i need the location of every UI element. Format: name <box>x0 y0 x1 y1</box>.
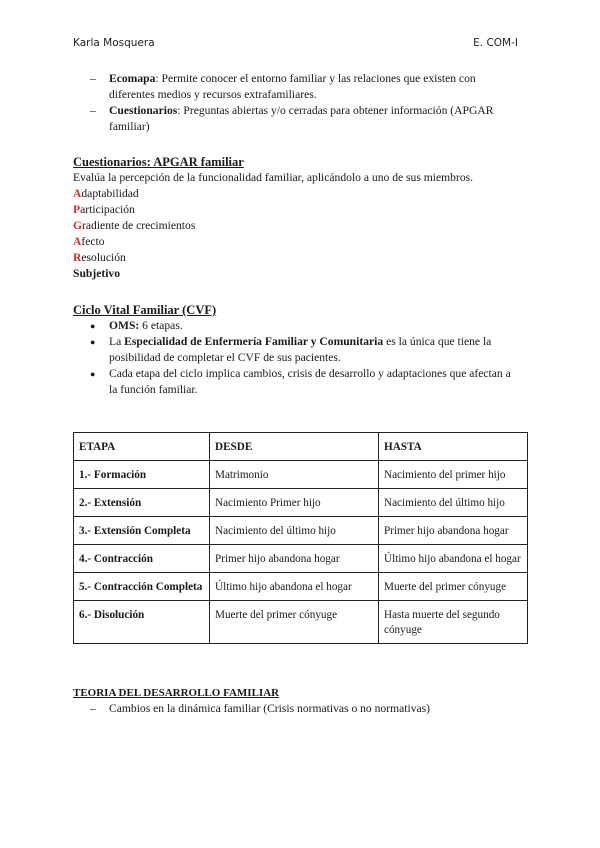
table-header: ETAPA <box>74 433 210 461</box>
table-cell: 2.- Extensión <box>74 489 210 517</box>
apgar-item: Participación <box>73 203 135 216</box>
table-row <box>74 573 528 601</box>
table-cell: Nacimiento del primer hijo <box>379 461 528 489</box>
cvf-heading: Ciclo Vital Familiar (CVF) <box>73 303 217 317</box>
header-course: E. COM-I <box>473 37 518 49</box>
cvf-table <box>73 432 528 644</box>
header-author: Karla Mosquera <box>73 37 155 49</box>
table-cell: Primer hijo abandona hogar <box>379 517 528 545</box>
apgar-item: Resolución <box>73 251 126 264</box>
table-cell: Nacimiento del último hijo <box>210 517 379 545</box>
table-header-row <box>74 433 528 461</box>
list-item <box>73 103 520 135</box>
table-cell: 1.- Formación <box>74 461 210 489</box>
apgar-intro: Evalúa la percepción de la funcionalidad familiar, aplicándolo a uno de sus miembros. <box>73 171 474 184</box>
dash-marker: – <box>90 72 96 85</box>
list-item-text: Cambios en la dinámica familiar (Crisis normativas o no normativas) <box>109 702 431 715</box>
dash-marker: – <box>90 104 96 117</box>
teoria-section <box>73 685 520 717</box>
table-cell: 3.- Extensión Completa <box>74 517 210 545</box>
table-cell: Primer hijo abandona hogar <box>210 545 379 573</box>
table-cell: 5.- Contracción Completa <box>74 573 210 601</box>
table-row <box>74 517 528 545</box>
table-row <box>74 461 528 489</box>
table-row <box>74 545 528 573</box>
list-item <box>73 701 520 717</box>
bullet-marker: ● <box>90 321 96 331</box>
apgar-heading: Cuestionarios: APGAR familiar <box>73 155 244 169</box>
table-cell: 6.- Disolución <box>74 601 210 644</box>
apgar-subjetivo: Subjetivo <box>73 267 121 280</box>
list-item: ● La Especialidad de Enfermería Familiar y Comunitaria es la única que tiene la posibilidad de completar el CVF de sus pacientes. <box>90 335 492 364</box>
table-cell: Matrimonio <box>210 461 379 489</box>
table-cell: 4.- Contracción <box>74 545 210 573</box>
list-item: ● Cada etapa del ciclo implica cambios, crisis de desarrollo y adaptaciones que afectan a la función familiar. <box>90 367 511 396</box>
apgar-item: Afecto <box>73 235 105 248</box>
list-item <box>73 71 520 103</box>
table-header: HASTA <box>379 433 528 461</box>
table-cell: Nacimiento del último hijo <box>379 489 528 517</box>
table-header: DESDE <box>210 433 379 461</box>
table-row <box>74 489 528 517</box>
cvf-section <box>73 302 520 398</box>
apgar-section <box>73 154 520 282</box>
teoria-heading: TEORIA DEL DESARROLLO FAMILIAR <box>73 687 280 699</box>
list-item: ● OMS: 6 etapas. <box>90 319 183 332</box>
list-item-term: Ecomapa <box>109 72 156 85</box>
table-row <box>74 601 528 644</box>
table-cell: Hasta muerte del segundo cónyuge <box>379 601 528 644</box>
apgar-item: Gradiente de crecimientos <box>73 219 196 232</box>
list-item-text: : Preguntas abiertas y/o cerradas para obtener información (APGAR familiar) <box>109 104 494 133</box>
apgar-item: Adaptabilidad <box>73 187 139 200</box>
table-cell: Muerte del primer cónyuge <box>210 601 379 644</box>
table-cell: Último hijo abandona el hogar <box>210 573 379 601</box>
table-cell: Nacimiento Primer hijo <box>210 489 379 517</box>
bullet-marker: ● <box>90 337 96 347</box>
top-dash-list <box>73 71 520 135</box>
table-cell: Muerte del primer cónyuge <box>379 573 528 601</box>
dash-marker: – <box>90 702 96 715</box>
list-item-text: : Permite conocer el entorno familiar y las relaciones que existen con diferentes medios y recursos extrafamiliares. <box>109 72 476 101</box>
bullet-marker: ● <box>90 369 96 379</box>
list-item-term: Cuestionarios <box>109 104 178 117</box>
table-cell: Último hijo abandona el hogar <box>379 545 528 573</box>
